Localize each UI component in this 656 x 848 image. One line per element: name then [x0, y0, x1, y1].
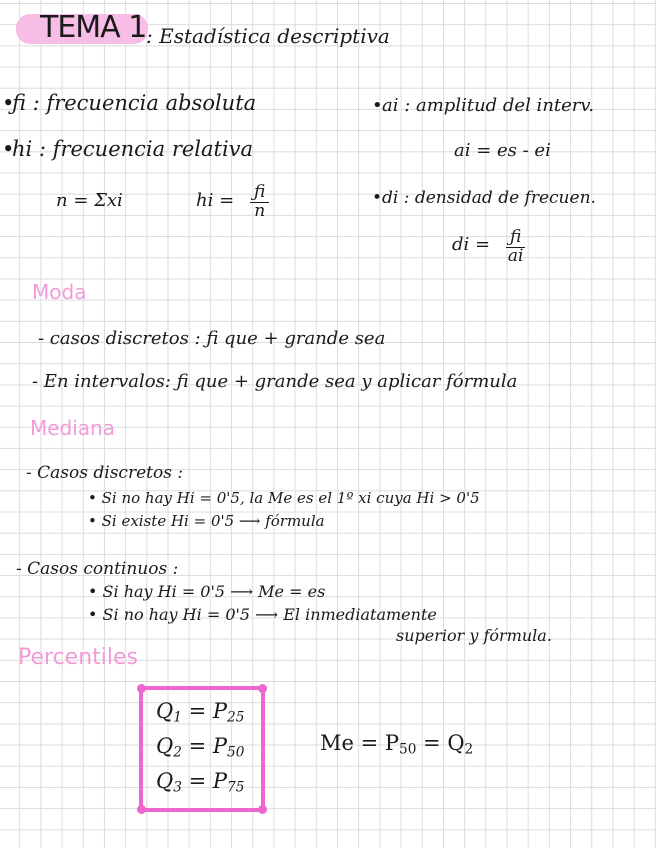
mediana-continuos-item-1: • Si hay Hi = 0'5 ⟶ Me = es	[88, 582, 326, 601]
percentile-index: 75	[227, 779, 245, 796]
bullet-ai: •	[372, 95, 383, 116]
quartile-index: 2	[173, 744, 182, 761]
bullet-fi: •	[2, 91, 15, 115]
formula-n-sum: n = Σxi	[56, 190, 123, 211]
median-equation-p-index: 50	[399, 741, 417, 758]
percentile-symbol: P	[212, 699, 228, 723]
moda-item-discretos: - casos discretos : ƒi que + grande sea	[38, 328, 386, 349]
formula-hi-lhs: hi =	[196, 190, 235, 211]
formula-di-denominator: ai	[507, 245, 524, 266]
percentile-symbol: P	[212, 734, 228, 758]
formula-di-lhs: di =	[452, 234, 491, 255]
formula-hi-numerator: ƒi	[250, 184, 269, 203]
box-corner-dot	[137, 684, 146, 693]
percentile-index: 50	[227, 744, 245, 761]
formula-hi-denominator: n	[254, 200, 266, 221]
box-corner-dot	[258, 684, 267, 693]
bullet-hi: •	[2, 137, 15, 161]
definition-di: di : densidad de frecuen.	[382, 188, 596, 208]
median-equation	[320, 732, 473, 757]
page-title: TEMA 1	[40, 10, 147, 45]
formula-hi-fraction	[250, 184, 269, 221]
formula-di-fraction	[506, 229, 525, 266]
heading-mediana: Mediana	[30, 416, 115, 440]
mediana-discretos-label: - Casos discretos :	[26, 463, 184, 483]
box-corner-dot	[258, 805, 267, 814]
mediana-discretos-item-1: • Si no hay Hi = 0'5, la Me es el 1º xi cuya Hi > 0'5	[88, 489, 480, 507]
definition-fi: ƒi : frecuencia absoluta	[12, 91, 257, 115]
median-equation-rhs: = Q	[416, 731, 465, 755]
definition-ai: ai : amplitud del interv.	[382, 95, 595, 116]
percentile-symbol: P	[212, 769, 228, 793]
heading-percentiles: Percentiles	[18, 645, 139, 670]
formula-di-numerator: ƒi	[506, 229, 525, 248]
quartile-symbol: Q	[156, 734, 174, 758]
mediana-discretos-item-2: • Si existe Hi = 0'5 ⟶ fórmula	[88, 512, 325, 530]
mediana-continuos-label: - Casos continuos :	[16, 559, 179, 579]
median-equation-q-index: 2	[464, 741, 474, 758]
equals-sign: =	[188, 734, 207, 758]
page-subtitle: : Estadística descriptiva	[146, 24, 390, 48]
quartile-row-1	[156, 700, 244, 725]
quartile-index: 3	[173, 779, 182, 796]
bullet-di: •	[372, 188, 383, 208]
mediana-continuos-item-2: • Si no hay Hi = 0'5 ⟶ El inmediatamente	[88, 605, 437, 624]
box-corner-dot	[137, 805, 146, 814]
mediana-continuos-tail: superior y fórmula.	[396, 626, 552, 645]
median-equation-lhs: Me = P	[320, 731, 400, 755]
definition-hi: hi : frecuencia relativa	[12, 137, 254, 161]
quartile-symbol: Q	[156, 769, 174, 793]
heading-moda: Moda	[32, 280, 87, 304]
quartile-symbol: Q	[156, 699, 174, 723]
equals-sign: =	[188, 769, 207, 793]
percentile-index: 25	[227, 709, 245, 726]
quartile-index: 1	[173, 709, 182, 726]
equals-sign: =	[188, 699, 207, 723]
quartile-row-3	[156, 770, 244, 795]
formula-ai: ai = es - ei	[454, 140, 551, 161]
quartile-row-2	[156, 735, 244, 760]
moda-item-intervalos: - En intervalos: ƒi que + grande sea y aplicar fórmula	[32, 371, 518, 392]
